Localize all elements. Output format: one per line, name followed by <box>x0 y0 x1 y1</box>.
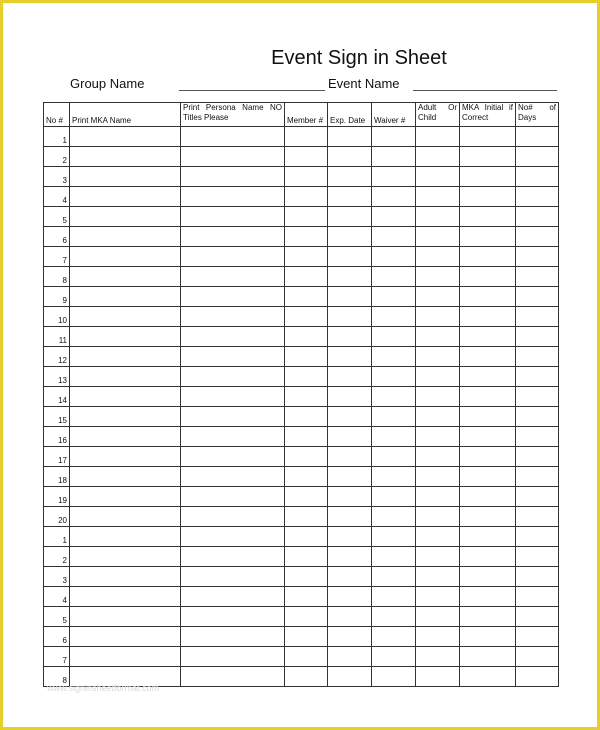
table-row <box>44 467 559 487</box>
table-row <box>44 387 559 407</box>
entry-cell[interactable] <box>70 187 181 207</box>
entry-cell[interactable] <box>460 127 516 147</box>
entry-cell[interactable] <box>460 387 516 407</box>
entry-cell[interactable] <box>516 147 559 167</box>
entry-cell[interactable] <box>328 207 372 227</box>
row-number: 3 <box>44 167 70 187</box>
entry-cell[interactable] <box>516 427 559 447</box>
entry-cell[interactable] <box>516 247 559 267</box>
entry-cell[interactable] <box>460 307 516 327</box>
entry-cell[interactable] <box>285 187 328 207</box>
entry-cell[interactable] <box>460 147 516 167</box>
table-row <box>44 487 559 507</box>
row-number: 8 <box>44 667 70 687</box>
table-row <box>44 327 559 347</box>
entry-cell[interactable] <box>181 227 285 247</box>
entry-cell[interactable] <box>181 527 285 547</box>
table-row <box>44 407 559 427</box>
entry-cell[interactable] <box>328 407 372 427</box>
row-number: 7 <box>44 647 70 667</box>
table-row <box>44 147 559 167</box>
table-row <box>44 347 559 367</box>
entry-cell[interactable] <box>181 367 285 387</box>
entry-cell[interactable] <box>516 467 559 487</box>
col-header-waiver: Waiver # <box>372 103 416 127</box>
row-number: 10 <box>44 307 70 327</box>
entry-cell[interactable] <box>70 267 181 287</box>
entry-cell[interactable] <box>516 587 559 607</box>
entry-cell[interactable] <box>460 347 516 367</box>
entry-cell[interactable] <box>70 547 181 567</box>
entry-cell[interactable] <box>285 587 328 607</box>
entry-cell[interactable] <box>460 567 516 587</box>
entry-cell[interactable] <box>460 327 516 347</box>
entry-cell[interactable] <box>181 327 285 347</box>
entry-cell[interactable] <box>516 627 559 647</box>
entry-cell[interactable] <box>416 627 460 647</box>
entry-cell[interactable] <box>372 367 416 387</box>
table-row <box>44 627 559 647</box>
entry-cell[interactable] <box>372 247 416 267</box>
entry-cell[interactable] <box>372 267 416 287</box>
entry-cell[interactable] <box>285 147 328 167</box>
entry-cell[interactable] <box>460 547 516 567</box>
row-number: 4 <box>44 187 70 207</box>
entry-cell[interactable] <box>181 467 285 487</box>
entry-cell[interactable] <box>516 407 559 427</box>
entry-cell[interactable] <box>460 267 516 287</box>
entry-cell[interactable] <box>416 407 460 427</box>
entry-cell[interactable] <box>70 307 181 327</box>
entry-cell[interactable] <box>181 547 285 567</box>
entry-cell[interactable] <box>328 307 372 327</box>
row-number: 7 <box>44 247 70 267</box>
entry-cell[interactable] <box>70 167 181 187</box>
entry-cell[interactable] <box>285 327 328 347</box>
entry-cell[interactable] <box>181 387 285 407</box>
entry-cell[interactable] <box>516 127 559 147</box>
entry-cell[interactable] <box>416 207 460 227</box>
row-number: 15 <box>44 407 70 427</box>
row-number: 3 <box>44 567 70 587</box>
entry-cell[interactable] <box>181 507 285 527</box>
table-row <box>44 587 559 607</box>
entry-cell[interactable] <box>328 147 372 167</box>
row-number: 18 <box>44 467 70 487</box>
col-header-exp-date: Exp. Date <box>328 103 372 127</box>
entry-cell[interactable] <box>372 507 416 527</box>
entry-cell[interactable] <box>516 267 559 287</box>
entry-cell[interactable] <box>416 387 460 407</box>
entry-cell[interactable] <box>70 127 181 147</box>
entry-cell[interactable] <box>70 287 181 307</box>
entry-cell[interactable] <box>328 267 372 287</box>
entry-cell[interactable] <box>181 447 285 467</box>
entry-cell[interactable] <box>181 127 285 147</box>
entry-cell[interactable] <box>70 627 181 647</box>
entry-cell[interactable] <box>416 227 460 247</box>
entry-cell[interactable] <box>70 487 181 507</box>
header-row <box>44 103 559 127</box>
table-row <box>44 447 559 467</box>
entry-cell[interactable] <box>328 507 372 527</box>
entry-cell[interactable] <box>70 607 181 627</box>
entry-cell[interactable] <box>372 667 416 687</box>
entry-cell[interactable] <box>372 467 416 487</box>
entry-cell[interactable] <box>70 387 181 407</box>
entry-cell[interactable] <box>181 567 285 587</box>
entry-cell[interactable] <box>416 667 460 687</box>
entry-cell[interactable] <box>328 587 372 607</box>
entry-cell[interactable] <box>372 127 416 147</box>
entry-cell[interactable] <box>328 647 372 667</box>
entry-cell[interactable] <box>328 467 372 487</box>
entry-cell[interactable] <box>70 347 181 367</box>
entry-cell[interactable] <box>516 547 559 567</box>
entry-cell[interactable] <box>416 307 460 327</box>
entry-cell[interactable] <box>328 287 372 307</box>
col-header-member: Member # <box>285 103 328 127</box>
table-row <box>44 207 559 227</box>
entry-cell[interactable] <box>70 407 181 427</box>
entry-cell[interactable] <box>372 527 416 547</box>
col-header-no: No # <box>44 103 70 127</box>
entry-cell[interactable] <box>416 467 460 487</box>
entry-cell[interactable] <box>181 147 285 167</box>
entry-cell[interactable] <box>285 527 328 547</box>
entry-cell[interactable] <box>416 167 460 187</box>
entry-cell[interactable] <box>516 167 559 187</box>
entry-cell[interactable] <box>416 527 460 547</box>
entry-cell[interactable] <box>372 567 416 587</box>
entry-cell[interactable] <box>516 487 559 507</box>
entry-cell[interactable] <box>328 547 372 567</box>
row-number: 1 <box>44 527 70 547</box>
entry-cell[interactable] <box>372 227 416 247</box>
entry-cell[interactable] <box>181 427 285 447</box>
table-row <box>44 567 559 587</box>
entry-cell[interactable] <box>460 187 516 207</box>
entry-cell[interactable] <box>516 447 559 467</box>
table-row <box>44 227 559 247</box>
row-number: 17 <box>44 447 70 467</box>
row-number: 19 <box>44 487 70 507</box>
entry-cell[interactable] <box>181 667 285 687</box>
entry-cell[interactable] <box>460 487 516 507</box>
entry-cell[interactable] <box>328 167 372 187</box>
table-row <box>44 127 559 147</box>
col-header-mka-initial: MKA Initial if Correct <box>460 103 516 127</box>
entry-cell[interactable] <box>285 647 328 667</box>
entry-cell[interactable] <box>372 407 416 427</box>
entry-cell[interactable] <box>460 207 516 227</box>
row-number: 4 <box>44 587 70 607</box>
entry-cell[interactable] <box>460 407 516 427</box>
table-row <box>44 527 559 547</box>
entry-cell[interactable] <box>416 367 460 387</box>
table-row <box>44 167 559 187</box>
event-name-blank-line <box>413 90 557 91</box>
entry-cell[interactable] <box>516 307 559 327</box>
entry-cell[interactable] <box>516 527 559 547</box>
entry-cell[interactable] <box>181 587 285 607</box>
entry-cell[interactable] <box>285 387 328 407</box>
entry-cell[interactable] <box>460 587 516 607</box>
row-number: 5 <box>44 207 70 227</box>
row-number: 8 <box>44 267 70 287</box>
table-row <box>44 507 559 527</box>
entry-cell[interactable] <box>416 187 460 207</box>
entry-cell[interactable] <box>516 387 559 407</box>
entry-cell[interactable] <box>516 647 559 667</box>
entry-cell[interactable] <box>181 287 285 307</box>
row-number: 20 <box>44 507 70 527</box>
entry-cell[interactable] <box>328 447 372 467</box>
entry-cell[interactable] <box>460 167 516 187</box>
row-number: 16 <box>44 427 70 447</box>
entry-cell[interactable] <box>372 387 416 407</box>
entry-cell[interactable] <box>285 227 328 247</box>
entry-cell[interactable] <box>181 347 285 367</box>
entry-cell[interactable] <box>460 507 516 527</box>
entry-cell[interactable] <box>416 127 460 147</box>
entry-cell[interactable] <box>516 667 559 687</box>
entry-cell[interactable] <box>416 487 460 507</box>
table-row <box>44 307 559 327</box>
entry-cell[interactable] <box>372 347 416 367</box>
entry-cell[interactable] <box>285 127 328 147</box>
entry-cell[interactable] <box>416 287 460 307</box>
entry-cell[interactable] <box>372 147 416 167</box>
entry-cell[interactable] <box>70 227 181 247</box>
row-number: 14 <box>44 387 70 407</box>
entry-cell[interactable] <box>416 267 460 287</box>
entry-cell[interactable] <box>181 307 285 327</box>
entry-cell[interactable] <box>372 307 416 327</box>
entry-cell[interactable] <box>372 627 416 647</box>
row-number: 12 <box>44 347 70 367</box>
group-name-blank-line <box>179 90 325 91</box>
sign-in-sheet-page <box>3 3 597 727</box>
entry-cell[interactable] <box>372 647 416 667</box>
entry-cell[interactable] <box>181 247 285 267</box>
entry-cell[interactable] <box>285 367 328 387</box>
entry-cell[interactable] <box>516 327 559 347</box>
entry-cell[interactable] <box>181 267 285 287</box>
table-row <box>44 607 559 627</box>
watermark: www.signinsheetformat.com <box>47 683 160 693</box>
entry-cell[interactable] <box>372 327 416 347</box>
entry-cell[interactable] <box>328 607 372 627</box>
entry-cell[interactable] <box>181 407 285 427</box>
entry-cell[interactable] <box>328 527 372 547</box>
entry-cell[interactable] <box>285 207 328 227</box>
entry-cell[interactable] <box>70 147 181 167</box>
entry-cell[interactable] <box>460 447 516 467</box>
entry-cell[interactable] <box>70 327 181 347</box>
entry-cell[interactable] <box>70 427 181 447</box>
group-name-label: Group Name <box>70 76 145 91</box>
entry-cell[interactable] <box>328 667 372 687</box>
entry-cell[interactable] <box>460 467 516 487</box>
col-header-no-of-days: No# of Days <box>516 103 559 127</box>
entry-cell[interactable] <box>328 367 372 387</box>
entry-cell[interactable] <box>372 187 416 207</box>
entry-cell[interactable] <box>70 587 181 607</box>
entry-cell[interactable] <box>460 247 516 267</box>
sheet-title: Event Sign in Sheet <box>271 47 447 69</box>
entry-cell[interactable] <box>416 547 460 567</box>
entry-cell[interactable] <box>285 307 328 327</box>
entry-cell[interactable] <box>460 287 516 307</box>
entry-cell[interactable] <box>181 187 285 207</box>
entry-cell[interactable] <box>516 207 559 227</box>
table-row <box>44 187 559 207</box>
row-number: 9 <box>44 287 70 307</box>
entry-cell[interactable] <box>285 507 328 527</box>
entry-cell[interactable] <box>460 427 516 447</box>
entry-cell[interactable] <box>285 627 328 647</box>
entry-cell[interactable] <box>372 207 416 227</box>
entry-cell[interactable] <box>328 627 372 647</box>
table-row <box>44 247 559 267</box>
entry-cell[interactable] <box>328 487 372 507</box>
entry-cell[interactable] <box>328 247 372 267</box>
entry-cell[interactable] <box>328 567 372 587</box>
entry-cell[interactable] <box>285 467 328 487</box>
entry-cell[interactable] <box>285 447 328 467</box>
entry-cell[interactable] <box>285 427 328 447</box>
row-number: 1 <box>44 127 70 147</box>
entry-cell[interactable] <box>460 227 516 247</box>
entry-cell[interactable] <box>181 487 285 507</box>
entry-cell[interactable] <box>285 167 328 187</box>
entry-cell[interactable] <box>285 567 328 587</box>
entry-cell[interactable] <box>372 167 416 187</box>
entry-cell[interactable] <box>416 607 460 627</box>
entry-cell[interactable] <box>372 447 416 467</box>
entry-cell[interactable] <box>416 447 460 467</box>
entry-cell[interactable] <box>516 367 559 387</box>
entry-cell[interactable] <box>285 607 328 627</box>
entry-cell[interactable] <box>328 187 372 207</box>
entry-cell[interactable] <box>70 447 181 467</box>
entry-cell[interactable] <box>70 507 181 527</box>
entry-cell[interactable] <box>285 667 328 687</box>
entry-cell[interactable] <box>285 347 328 367</box>
sign-in-table <box>43 102 559 687</box>
entry-cell[interactable] <box>416 427 460 447</box>
entry-cell[interactable] <box>181 647 285 667</box>
table-body <box>44 127 559 687</box>
entry-cell[interactable] <box>372 607 416 627</box>
entry-cell[interactable] <box>372 487 416 507</box>
entry-cell[interactable] <box>516 507 559 527</box>
row-number: 13 <box>44 367 70 387</box>
entry-cell[interactable] <box>516 227 559 247</box>
table-row <box>44 547 559 567</box>
entry-cell[interactable] <box>328 387 372 407</box>
entry-cell[interactable] <box>460 667 516 687</box>
entry-cell[interactable] <box>516 567 559 587</box>
entry-cell[interactable] <box>70 367 181 387</box>
entry-cell[interactable] <box>460 627 516 647</box>
entry-cell[interactable] <box>285 407 328 427</box>
entry-cell[interactable] <box>516 607 559 627</box>
entry-cell[interactable] <box>416 567 460 587</box>
entry-cell[interactable] <box>372 587 416 607</box>
entry-cell[interactable] <box>516 187 559 207</box>
entry-cell[interactable] <box>460 607 516 627</box>
entry-cell[interactable] <box>181 627 285 647</box>
entry-cell[interactable] <box>328 427 372 447</box>
entry-cell[interactable] <box>416 587 460 607</box>
entry-cell[interactable] <box>70 247 181 267</box>
entry-cell[interactable] <box>181 207 285 227</box>
entry-cell[interactable] <box>460 527 516 547</box>
entry-cell[interactable] <box>416 147 460 167</box>
row-number: 6 <box>44 627 70 647</box>
table-row <box>44 647 559 667</box>
col-header-print-mka-name: Print MKA Name <box>70 103 181 127</box>
entry-cell[interactable] <box>516 347 559 367</box>
entry-cell[interactable] <box>416 327 460 347</box>
entry-cell[interactable] <box>460 367 516 387</box>
entry-cell[interactable] <box>416 247 460 267</box>
entry-cell[interactable] <box>70 647 181 667</box>
table-row <box>44 287 559 307</box>
entry-cell[interactable] <box>416 507 460 527</box>
row-number: 2 <box>44 547 70 567</box>
entry-cell[interactable] <box>181 167 285 187</box>
table-row <box>44 267 559 287</box>
entry-cell[interactable] <box>372 287 416 307</box>
row-number: 2 <box>44 147 70 167</box>
entry-cell[interactable] <box>372 427 416 447</box>
entry-cell[interactable] <box>70 567 181 587</box>
entry-cell[interactable] <box>372 547 416 567</box>
entry-cell[interactable] <box>328 327 372 347</box>
entry-cell[interactable] <box>416 647 460 667</box>
row-number: 5 <box>44 607 70 627</box>
table-row <box>44 427 559 447</box>
entry-cell[interactable] <box>416 347 460 367</box>
entry-cell[interactable] <box>285 287 328 307</box>
table-row <box>44 367 559 387</box>
row-number: 11 <box>44 327 70 347</box>
event-name-label: Event Name <box>328 76 400 91</box>
entry-cell[interactable] <box>285 267 328 287</box>
entry-cell[interactable] <box>516 287 559 307</box>
entry-cell[interactable] <box>285 247 328 267</box>
col-header-adult-or-child: Adult Or Child <box>416 103 460 127</box>
entry-cell[interactable] <box>328 347 372 367</box>
entry-cell[interactable] <box>181 607 285 627</box>
entry-cell[interactable] <box>285 487 328 507</box>
entry-cell[interactable] <box>70 527 181 547</box>
entry-cell[interactable] <box>285 547 328 567</box>
entry-cell[interactable] <box>70 207 181 227</box>
row-number: 6 <box>44 227 70 247</box>
col-header-print-persona-name: Print Persona Name NO Titles Please <box>181 103 285 127</box>
entry-cell[interactable] <box>70 467 181 487</box>
entry-cell[interactable] <box>328 227 372 247</box>
entry-cell[interactable] <box>460 647 516 667</box>
entry-cell[interactable] <box>328 127 372 147</box>
